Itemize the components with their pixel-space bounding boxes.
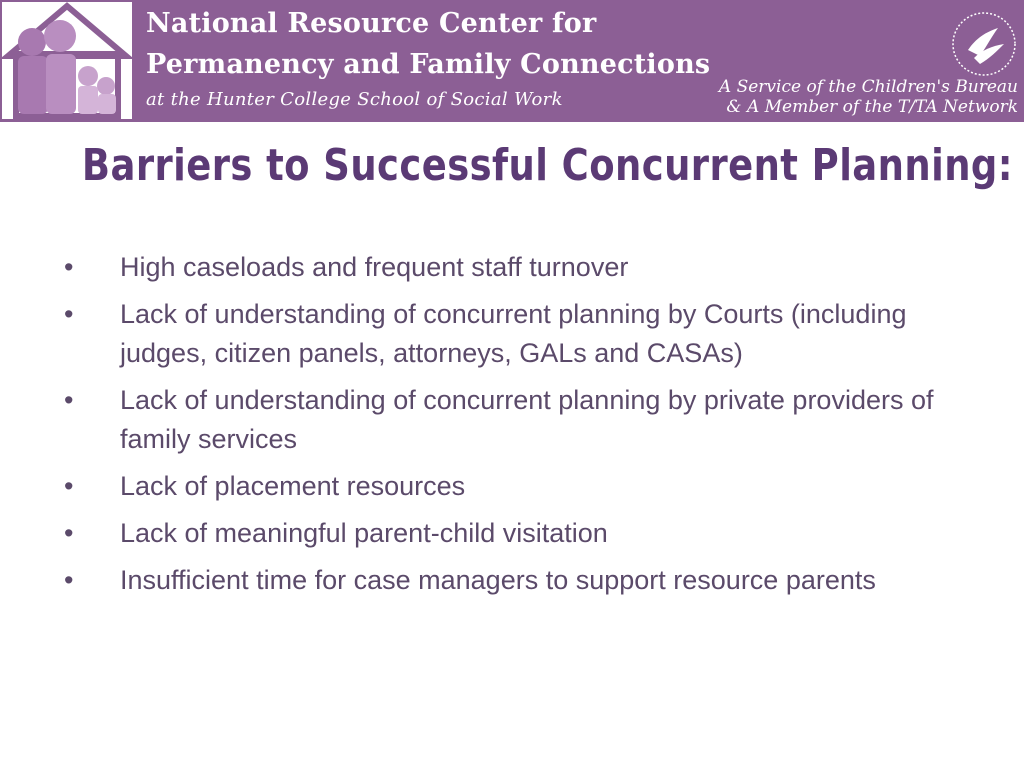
bullet-text: High caseloads and frequent staff turnover bbox=[120, 252, 629, 282]
bullet-text: Lack of meaningful parent-child visitation bbox=[120, 518, 608, 548]
service-line-2: & A Member of the T/TA Network bbox=[726, 97, 1018, 117]
bullet-item bbox=[64, 561, 964, 600]
bullet-text: Lack of placement resources bbox=[120, 471, 466, 501]
bullet-marker: • bbox=[64, 565, 74, 595]
bullet-item bbox=[64, 467, 964, 506]
bullet-marker: • bbox=[64, 299, 74, 329]
org-subtitle: at the Hunter College School of Social Work bbox=[146, 89, 563, 110]
bullet-marker: • bbox=[64, 252, 74, 282]
bullet-text: Lack of understanding of concurrent planning by Courts (including judges, citizen panels, attorneys, GALs and CASAs) bbox=[120, 299, 907, 368]
org-name-line-1: National Resource Center for bbox=[146, 8, 597, 39]
bullet-marker: • bbox=[64, 471, 74, 501]
service-line-1: A Service of the Children's Bureau bbox=[718, 77, 1018, 97]
header-banner bbox=[0, 0, 1024, 122]
bullet-item bbox=[64, 514, 964, 553]
family-house-logo-icon bbox=[2, 2, 132, 119]
bullet-text: Lack of understanding of concurrent planning by private providers of family services bbox=[120, 385, 934, 454]
slide-title: Barriers to Successful Concurrent Planning: bbox=[81, 140, 1014, 191]
org-name-line-2: Permanency and Family Connections bbox=[146, 49, 711, 80]
bullet-text: Insufficient time for case managers to support resource parents bbox=[120, 565, 876, 595]
bullet-item bbox=[64, 295, 964, 373]
bullet-item bbox=[64, 381, 964, 459]
bullet-list bbox=[64, 248, 964, 608]
bullet-marker: • bbox=[64, 518, 74, 548]
hhs-seal-icon bbox=[950, 10, 1018, 78]
bullet-marker: • bbox=[64, 385, 74, 415]
bullet-item bbox=[64, 248, 964, 287]
